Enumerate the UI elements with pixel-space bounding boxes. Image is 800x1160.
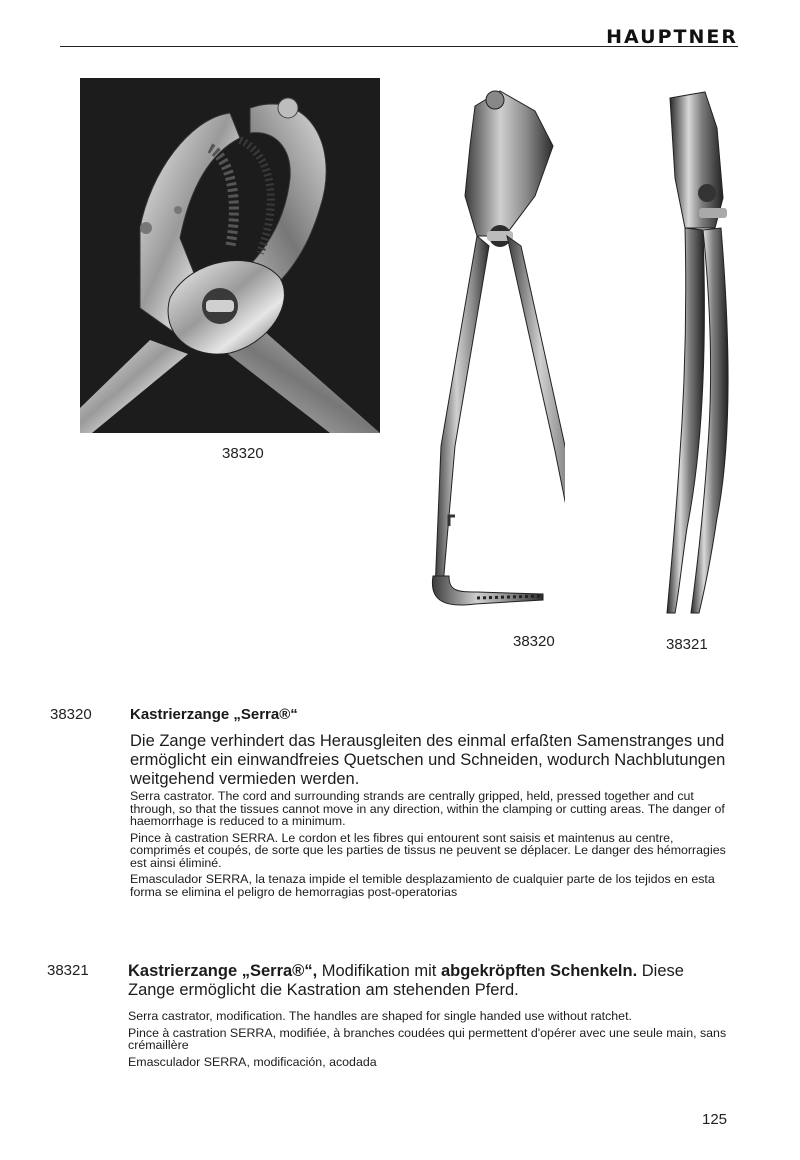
figure-label-3: 38321 (666, 636, 708, 653)
brand-logo: HAUPTNER (606, 26, 738, 48)
spanish-description: Emasculador SERRA, la tenaza impide el temible desplazamiento de cualquier parte de los tejidos en esta forma se elimina el peligro de hemorragias post-operatorias (130, 872, 715, 899)
item-number-38320: 38320 (50, 706, 92, 723)
english-description: Serra castrator. The cord and surrounding strands are centrally gripped, held, pressed together and cut through, so that the tissues cannot move in any direction, within the clamping or cutting areas. The danger of haemorrhage is reduced to a minimum. (130, 789, 725, 828)
english-description: Serra castrator, modification. The handles are shaped for single handed use without ratchet. (128, 1009, 632, 1023)
spanish-description: Emasculador SERRA, modificación, acodada (128, 1054, 377, 1069)
figure-angled-photo (645, 88, 755, 618)
item-translations-38320 (130, 790, 730, 902)
french-description: Pince à castration SERRA. Le cordon et les fibres qui entourent sont saisis et maintenus au centre, comprimés et coupés, de sorte que les parties de tissus ne peuvent se déplacer. Le danger des hémorragies est ainsi éliminé. (130, 830, 726, 870)
item-number-38321: 38321 (47, 962, 89, 979)
french-description: Pince à castration SERRA, modifiée, à branches coudées qui permettent d'opérer avec une seule main, sans crémaillère (128, 1025, 727, 1052)
item-title-middle: Modifikation mit (317, 962, 441, 980)
item-title-bold: Kastrierzange „Serra®“, (128, 962, 318, 980)
item-title-38321 (128, 962, 734, 1000)
figure-label-1: 38320 (222, 445, 264, 462)
figure-closeup-photo (80, 78, 380, 438)
item-translations-38321 (128, 1010, 734, 1072)
item-title-end: Diese Zange ermöglicht die Kastration am stehenden Pferd. (128, 962, 684, 999)
figure-label-2: 38320 (513, 633, 555, 650)
item-title-text: Kastrierzange „Serra®“ (130, 706, 298, 723)
item-description-german-38320: Die Zange verhindert das Herausgleiten des einmal erfaßten Samenstranges und ermöglicht ein einwandfreies Quetschen und Schneiden, wodurch Nachblutungen weitgehend vermieden werden. (130, 732, 726, 788)
item-title-bold-2: abgekröpften Schenkeln. (440, 962, 638, 980)
item-title-38320 (130, 706, 298, 723)
figure-open-photo (415, 86, 565, 616)
page-number: 125 (702, 1111, 728, 1128)
header-rule (60, 46, 738, 47)
